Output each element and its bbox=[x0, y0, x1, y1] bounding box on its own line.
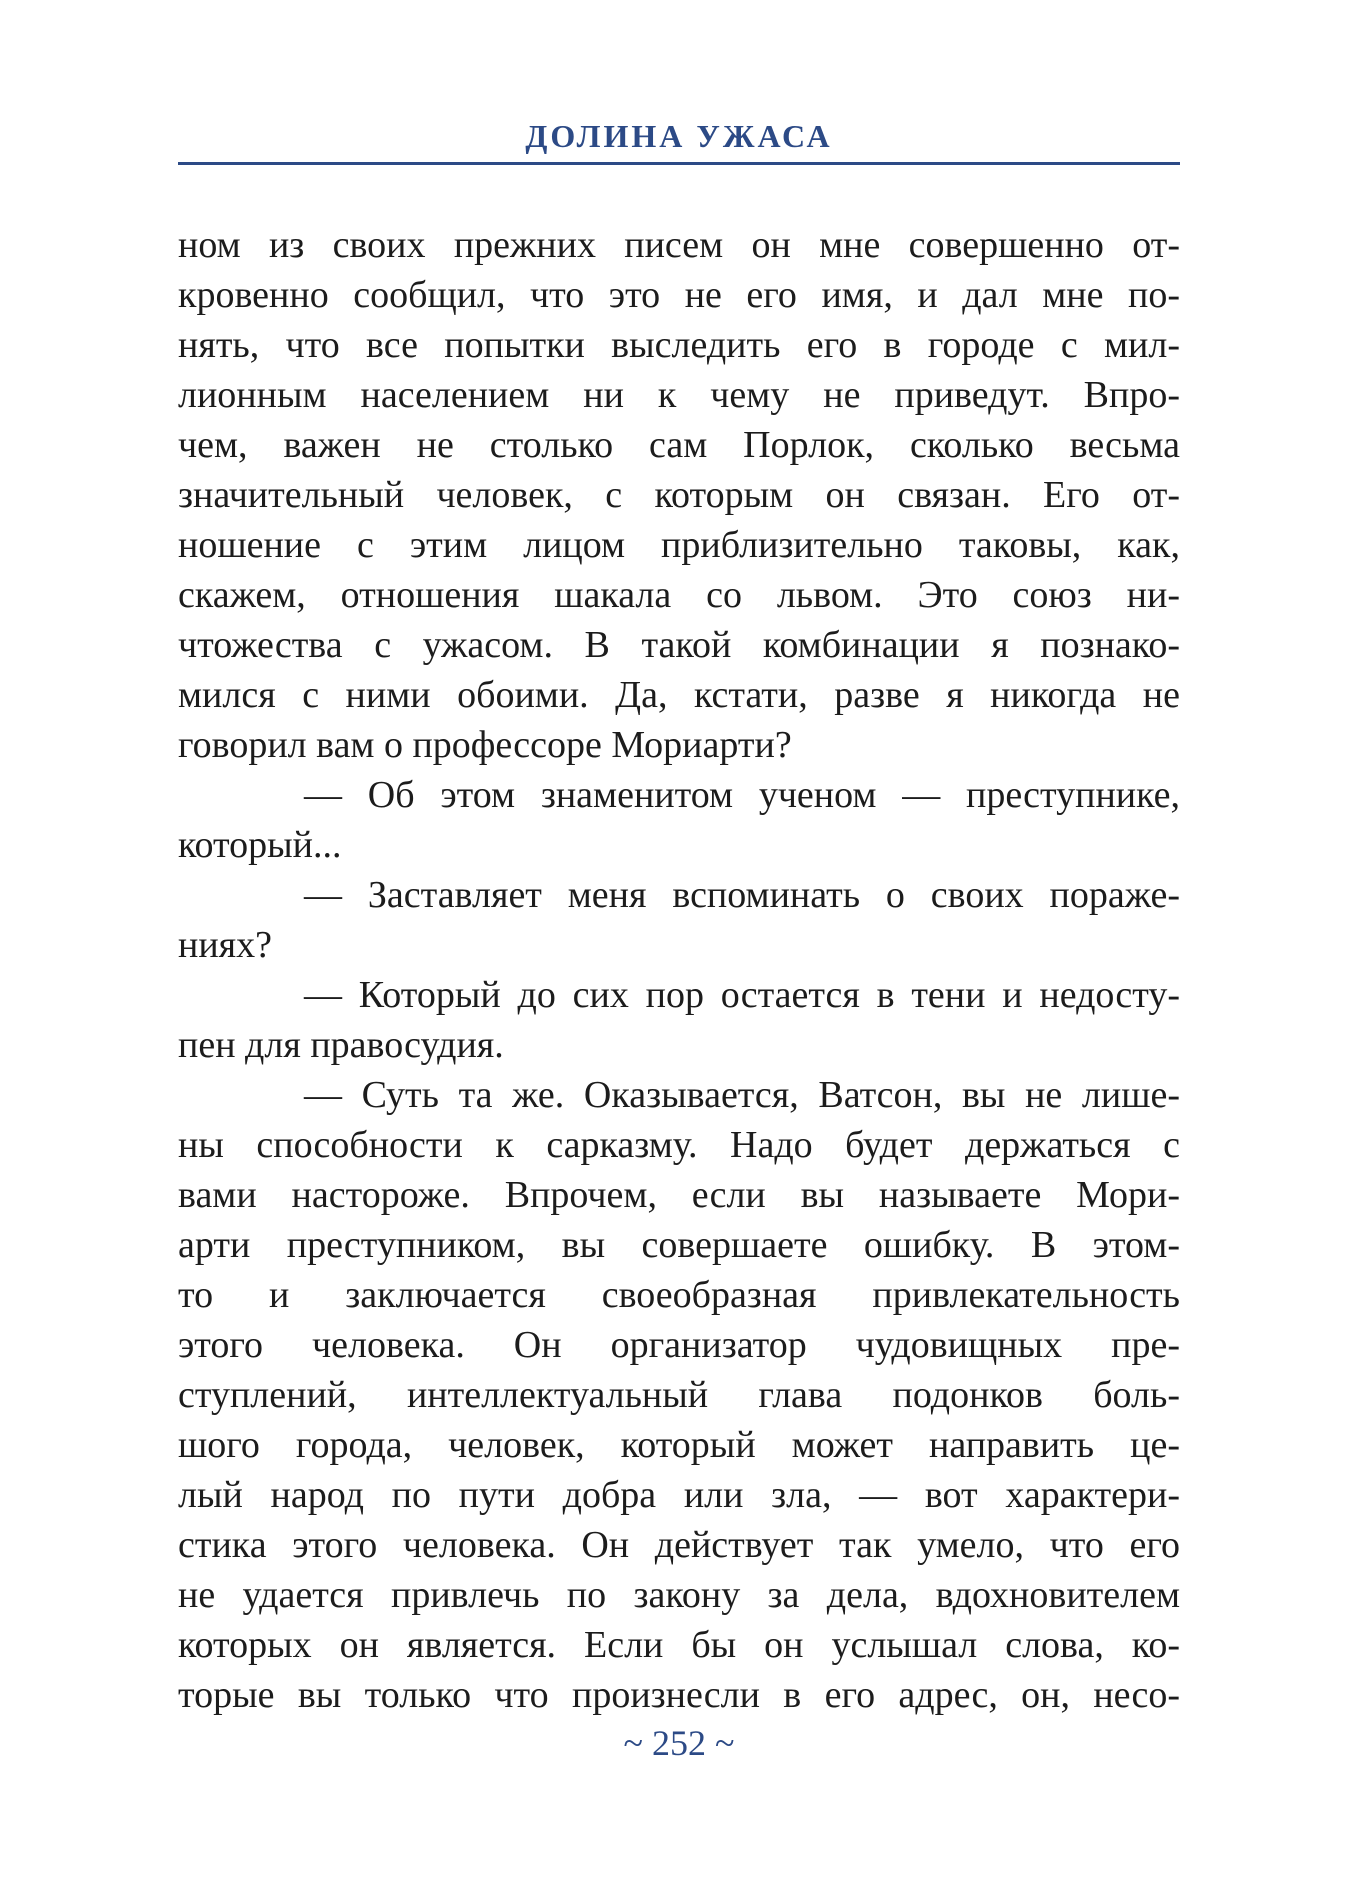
text-line: который... bbox=[178, 824, 342, 866]
text-line: кровенно сообщил, что это не его имя, и дал мне по- bbox=[178, 274, 1180, 316]
text-line: не удается привлечь по закону за дела, вдохновителем bbox=[178, 1574, 1180, 1616]
page-number: ~ 252 ~ bbox=[623, 1723, 735, 1763]
body-text bbox=[178, 220, 1180, 1720]
text-line: значительный человек, с которым он связан. Его от- bbox=[178, 474, 1180, 516]
text-line: пен для правосудия. bbox=[178, 1024, 504, 1066]
text-line: арти преступником, вы совершаете ошибку. В этом- bbox=[178, 1224, 1180, 1266]
text-line: этого человека. Он организатор чудовищных пре- bbox=[178, 1324, 1180, 1366]
header-rule bbox=[178, 162, 1180, 165]
text-line: которых он является. Если бы он услышал слова, ко- bbox=[178, 1624, 1180, 1666]
text-line: — Суть та же. Оказывается, Ватсон, вы не лише- bbox=[304, 1074, 1180, 1116]
text-line: — Об этом знаменитом ученом — преступнике, bbox=[304, 774, 1180, 816]
text-line: лионным населением ни к чему не приведут. Впро- bbox=[178, 374, 1180, 416]
running-head-title: ДОЛИНА УЖАСА bbox=[525, 118, 833, 154]
text-line: ступлений, интеллектуальный глава подонков боль- bbox=[178, 1374, 1180, 1416]
text-line: мился с ними обоими. Да, кстати, разве я никогда не bbox=[178, 674, 1180, 716]
text-line: чтожества с ужасом. В такой комбинации я познако- bbox=[178, 624, 1180, 666]
text-line: ниях? bbox=[178, 924, 273, 966]
text-line: стика этого человека. Он действует так умело, что его bbox=[178, 1524, 1180, 1566]
text-line: чем, важен не столько сам Порлок, сколько весьма bbox=[178, 424, 1180, 466]
text-line: говорил вам о профессоре Мориарти? bbox=[178, 724, 792, 766]
text-line: торые вы только что произнесли в его адрес, он, несо- bbox=[178, 1674, 1180, 1716]
text-line: шого города, человек, который может направить це- bbox=[178, 1424, 1180, 1466]
text-line: — Заставляет меня вспоминать о своих пораже- bbox=[304, 874, 1180, 916]
text-line: то и заключается своеобразная привлекательность bbox=[178, 1274, 1180, 1316]
text-line: ны способности к сарказму. Надо будет держаться с bbox=[178, 1124, 1180, 1166]
text-line: ношение с этим лицом приблизительно таковы, как, bbox=[178, 524, 1180, 566]
text-line: ном из своих прежних писем он мне совершенно от- bbox=[178, 224, 1180, 266]
text-line: — Который до сих пор остается в тени и недосту- bbox=[304, 974, 1180, 1016]
text-line: лый народ по пути добра или зла, — вот характери- bbox=[178, 1474, 1180, 1516]
text-line: скажем, отношения шакала со львом. Это союз ни- bbox=[178, 574, 1180, 616]
text-line: нять, что все попытки выследить его в городе с мил- bbox=[178, 324, 1180, 366]
text-line: вами настороже. Впрочем, если вы называете Мори- bbox=[178, 1174, 1180, 1216]
